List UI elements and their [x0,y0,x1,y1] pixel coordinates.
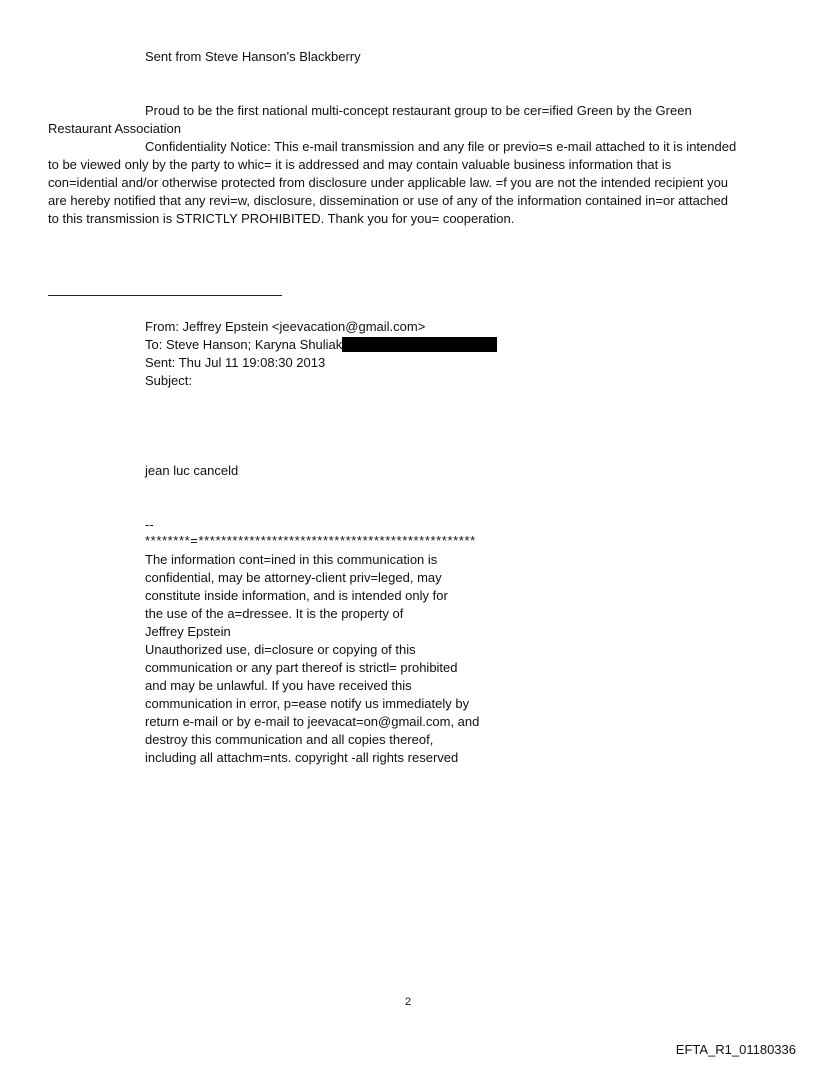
signature-line: communication in error, p=ease notify us immediately by [145,696,470,711]
signature-line: the use of the a=dressee. It is the property of [145,606,404,621]
signature-line: constitute inside information, and is intended only for [145,588,448,603]
signature-line: Jeffrey Epstein [145,624,231,639]
confidentiality-line: are hereby notified that any revi=w, disclosure, dissemination or use of any of the information contained in=or attached [48,193,729,208]
sent-from-line: Sent from Steve Hanson's Blackberry [145,49,361,64]
signature-line: confidential, may be attorney-client priv=leged, may [145,570,442,585]
signature-stars: ********=************************************************* [145,533,476,548]
confidentiality-line: to this transmission is STRICTLY PROHIBITED. Thank you for you= cooperation. [48,211,515,226]
signature-line: including all attachm=nts. copyright -all rights reserved [145,750,459,765]
page-number: 2 [404,996,412,1008]
signature-line: communication or any part thereof is strictl= prohibited [145,660,458,675]
header-to: To: Steve Hanson; Karyna Shuliak [145,337,343,352]
signature-line: destroy this communication and all copies thereof, [145,732,434,747]
redaction-box [342,337,497,352]
header-from: From: Jeffrey Epstein <jeevacation@gmail.com> [145,319,426,334]
bates-number: EFTA_R1_01180336 [675,1042,796,1057]
separator-rule [48,295,282,296]
signature-dashes: -- [145,517,154,532]
signature-line: return e-mail or by e-mail to jeevacat=on@gmail.com, and [145,714,480,729]
green-notice-line2: Restaurant Association [48,121,181,136]
confidentiality-line: con=idential and/or otherwise protected from disclosure under applicable law. =f you are not the intended recipient you [48,175,729,190]
header-subject: Subject: [145,373,192,388]
green-notice-line1: Proud to be the first national multi-concept restaurant group to be cer=ified Green by the Green [145,103,692,118]
signature-line: and may be unlawful. If you have received this [145,678,412,693]
message-body: jean luc canceld [145,463,239,478]
confidentiality-line: Confidentiality Notice: This e-mail transmission and any file or previo=s e-mail attached to it is intended [145,139,737,154]
confidentiality-line: to be viewed only by the party to whic= it is addressed and may contain valuable business information that is [48,157,672,172]
signature-line: The information cont=ined in this communication is [145,552,438,567]
signature-line: Unauthorized use, di=closure or copying of this [145,642,416,657]
header-sent: Sent: Thu Jul 11 19:08:30 2013 [145,355,326,370]
